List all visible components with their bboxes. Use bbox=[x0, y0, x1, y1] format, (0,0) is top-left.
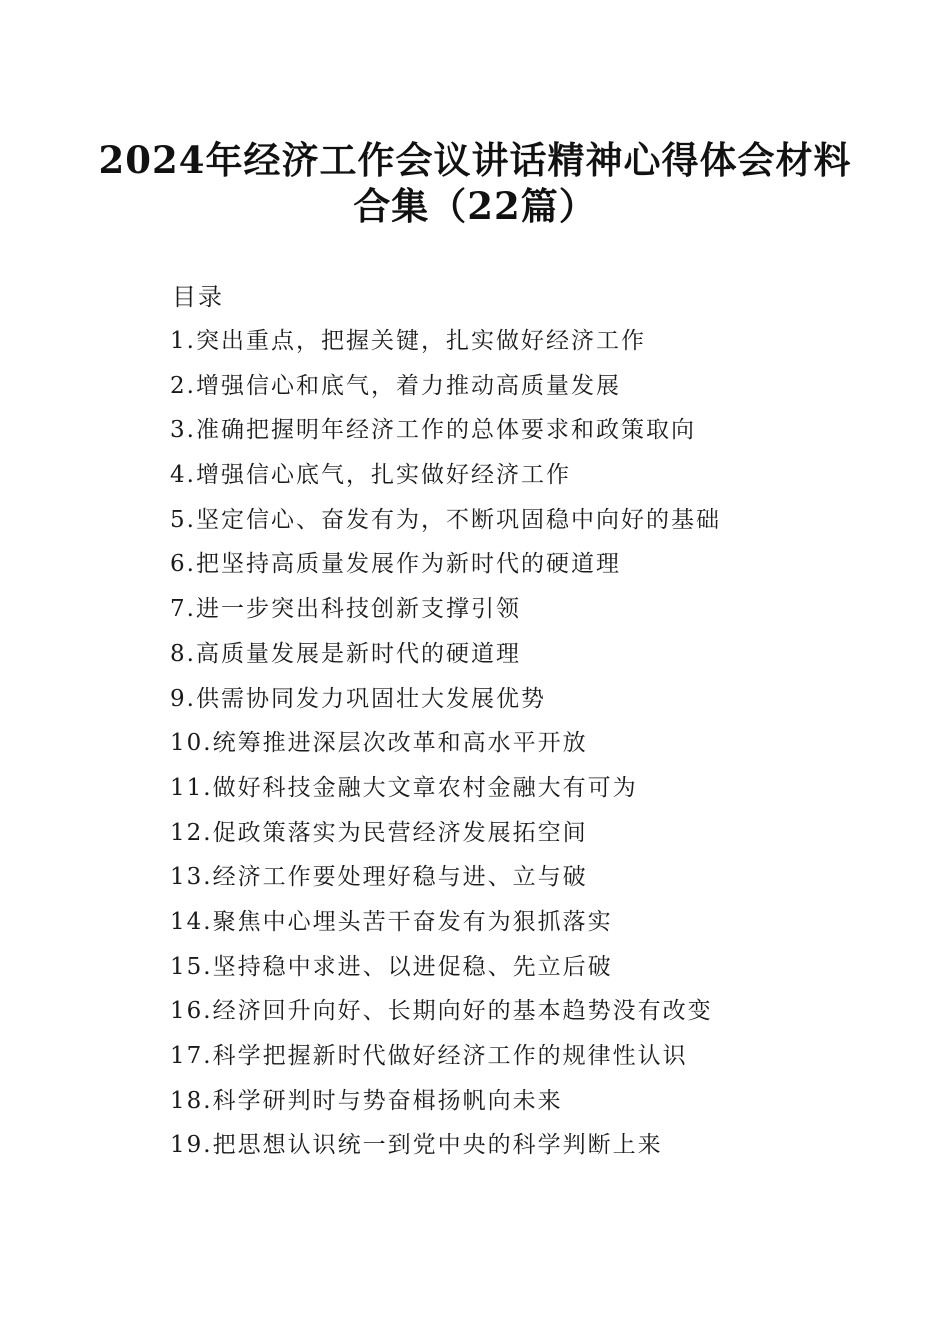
toc-item-8: 8.高质量发展是新时代的硬道理 bbox=[170, 640, 521, 667]
toc-item-1: 1.突出重点，把握关键，扎实做好经济工作 bbox=[170, 328, 646, 354]
toc-item-14: 14.聚焦中心埋头苦干奋发有为狠抓落实 bbox=[170, 908, 613, 935]
toc-item-5: 5.坚定信心、奋发有为，不断巩固稳中向好的基础 bbox=[170, 506, 721, 533]
toc-item-10: 10.统筹推进深层次改革和高水平开放 bbox=[170, 730, 588, 757]
toc-item-7: 7.进一步突出科技创新支撑引领 bbox=[170, 596, 521, 623]
toc-item-11: 11.做好科技金融大文章农村金融大有可为 bbox=[170, 774, 638, 801]
toc-list bbox=[170, 325, 721, 1174]
toc-item-16: 16.经济回升向好、长期向好的基本趋势没有改变 bbox=[170, 998, 713, 1025]
toc-item-3: 3.准确把握明年经济工作的总体要求和政策取向 bbox=[170, 417, 696, 444]
toc-item-19: 19.把思想认识统一到党中央的科学判断上来 bbox=[170, 1132, 663, 1159]
toc-item-9: 9.供需协同发力巩固壮大发展优势 bbox=[170, 685, 546, 712]
toc-item-6: 6.把坚持高质量发展作为新时代的硬道理 bbox=[170, 551, 621, 578]
toc-item-17: 17.科学把握新时代做好经济工作的规律性认识 bbox=[170, 1043, 688, 1069]
document-title-line-1: 2024年经济工作会议讲话精神心得体会材料 bbox=[98, 138, 852, 182]
toc-item-4: 4.增强信心底气，扎实做好经济工作 bbox=[170, 462, 571, 489]
toc-item-18: 18.科学研判时与势奋楫扬帆向未来 bbox=[170, 1087, 563, 1114]
toc-item-12: 12.促政策落实为民营经济发展拓空间 bbox=[170, 819, 588, 846]
toc-item-13: 13.经济工作要处理好稳与进、立与破 bbox=[170, 864, 588, 891]
document-title-line-2: 合集（22篇） bbox=[353, 184, 597, 228]
toc-item-15: 15.坚持稳中求进、以进促稳、先立后破 bbox=[170, 953, 613, 980]
toc-item-2: 2.增强信心和底气，着力推动高质量发展 bbox=[170, 372, 621, 399]
toc-heading: 目录 bbox=[172, 283, 224, 311]
